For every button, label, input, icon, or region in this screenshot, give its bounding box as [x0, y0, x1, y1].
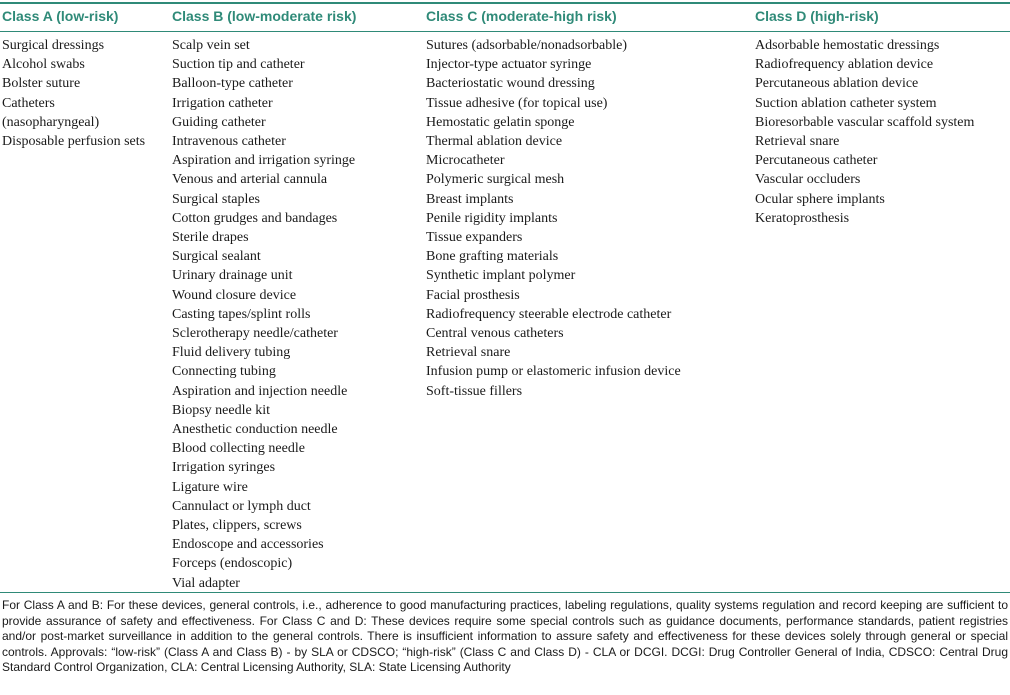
list-item: Casting tapes/splint rolls — [172, 306, 311, 322]
list-item: Synthetic implant polymer — [426, 268, 576, 284]
class-a-list — [2, 36, 152, 151]
list-item: Penile rigidity implants — [426, 210, 558, 226]
list-item: Adsorbable hemostatic dressings — [755, 38, 940, 53]
list-item: Biopsy needle kit — [172, 402, 270, 418]
list-item: Ocular sphere implants — [755, 191, 885, 207]
list-item: Keratoprosthesis — [755, 210, 850, 226]
list-item: Sclerotherapy needle/catheter — [172, 326, 338, 342]
list-item: Guiding catheter — [172, 114, 266, 130]
list-item: Endoscope and accessories — [172, 537, 324, 553]
list-item: Radiofrequency steerable electrode catheter — [426, 306, 672, 322]
list-item: Vascular occluders — [755, 172, 861, 188]
list-item: Bacteriostatic wound dressing — [426, 76, 595, 92]
list-item: Urinary drainage unit — [172, 268, 293, 284]
list-item: Cannulact or lymph duct — [172, 498, 311, 514]
list-item: Forceps (endoscopic) — [172, 556, 293, 572]
list-item: Sutures (adsorbable/nonadsorbable) — [426, 38, 627, 53]
list-item: Vial adapter — [172, 575, 240, 591]
list-item: Bone grafting materials — [426, 249, 559, 265]
list-item: Hemostatic gelatin sponge — [426, 114, 575, 130]
list-item: Facial prosthesis — [426, 287, 520, 303]
list-item: Suction tip and catheter — [172, 57, 305, 73]
list-item: Cotton grudges and bandages — [172, 210, 338, 226]
list-item: Radiofrequency ablation device — [755, 57, 934, 73]
list-item: Venous and arterial cannula — [172, 172, 328, 188]
header-class-b: Class B (low-moderate risk) — [172, 8, 357, 24]
header-class-d: Class D (high-risk) — [755, 8, 879, 24]
list-item: Alcohol swabs — [2, 57, 85, 73]
list-item: Suction ablation catheter system — [755, 95, 937, 111]
list-item: Bioresorbable vascular scaffold system — [755, 114, 975, 130]
list-item: Scalp vein set — [172, 38, 250, 53]
list-item: Intravenous catheter — [172, 134, 286, 150]
list-item: Anesthetic conduction needle — [172, 422, 338, 438]
list-item: Soft-tissue fillers — [426, 383, 523, 399]
list-item: Ligature wire — [172, 479, 248, 495]
list-item: Aspiration and injection needle — [172, 383, 348, 399]
list-item: Injector-type actuator syringe — [426, 57, 592, 73]
header-class-a: Class A (low-risk) — [2, 8, 119, 24]
header-class-c: Class C (moderate-high risk) — [426, 8, 617, 24]
list-item: Thermal ablation device — [426, 134, 563, 150]
list-item: Plates, clippers, screws — [172, 518, 302, 534]
list-item: Blood collecting needle — [172, 441, 305, 457]
list-item: Wound closure device — [172, 287, 297, 303]
list-item: Percutaneous ablation device — [755, 76, 919, 92]
list-item: Sterile drapes — [172, 230, 249, 246]
list-item: Balloon-type catheter — [172, 76, 293, 92]
list-item: Irrigation syringes — [172, 460, 276, 476]
list-item: Aspiration and irrigation syringe — [172, 153, 356, 169]
table-top-rule — [0, 2, 1010, 4]
list-item: Surgical staples — [172, 191, 261, 207]
table-header-rule — [0, 31, 1010, 32]
list-item: Tissue adhesive (for topical use) — [426, 95, 608, 111]
list-item: Microcatheter — [426, 153, 505, 169]
list-item: Central venous catheters — [426, 326, 564, 342]
table-bottom-rule — [0, 592, 1010, 593]
list-item: Irrigation catheter — [172, 95, 273, 111]
class-c-list — [426, 36, 726, 401]
list-item: Tissue expanders — [426, 230, 523, 246]
list-item: Disposable perfusion sets — [2, 134, 146, 150]
class-b-list — [172, 36, 355, 593]
list-item: Breast implants — [426, 191, 514, 207]
list-item: Polymeric surgical mesh — [426, 172, 565, 188]
table-footnote: For Class A and B: For these devices, general controls, i.e., adherence to good manufacturing practices, labeling regulations, quality systems regulation and record keeping are sufficient to provide assurance of safety and effectiveness. For Class C and D: These devices require some special controls such as guidance documents, performance standards, patient registries and/or post-market surveillance in addition to the general controls. There is insufficient information to assure safety and effectiveness for these devices solely through general or special controls. Approvals: “low-risk” (Class A and Class B) - by SLA or CDSCO; “high-risk” (Class C and Class D) - CLA or DCGI. DCGI: Drug Controller General of India, CDSCO: Central Drug Standard Control Organization, CLA: Central Licensing Authority, SLA: State Licensing Authority — [2, 598, 1008, 675]
list-item: Retrieval snare — [426, 345, 511, 361]
class-d-list — [755, 36, 974, 228]
list-item: Percutaneous catheter — [755, 153, 878, 169]
list-item: Surgical sealant — [172, 249, 261, 265]
list-item: Retrieval snare — [755, 134, 840, 150]
list-item: Catheters (nasopharyngeal) — [2, 95, 100, 130]
list-item: Fluid delivery tubing — [172, 345, 291, 361]
list-item: Infusion pump or elastomeric infusion device — [426, 364, 681, 380]
list-item: Surgical dressings — [2, 38, 105, 53]
list-item: Connecting tubing — [172, 364, 276, 380]
list-item: Bolster suture — [2, 76, 81, 92]
